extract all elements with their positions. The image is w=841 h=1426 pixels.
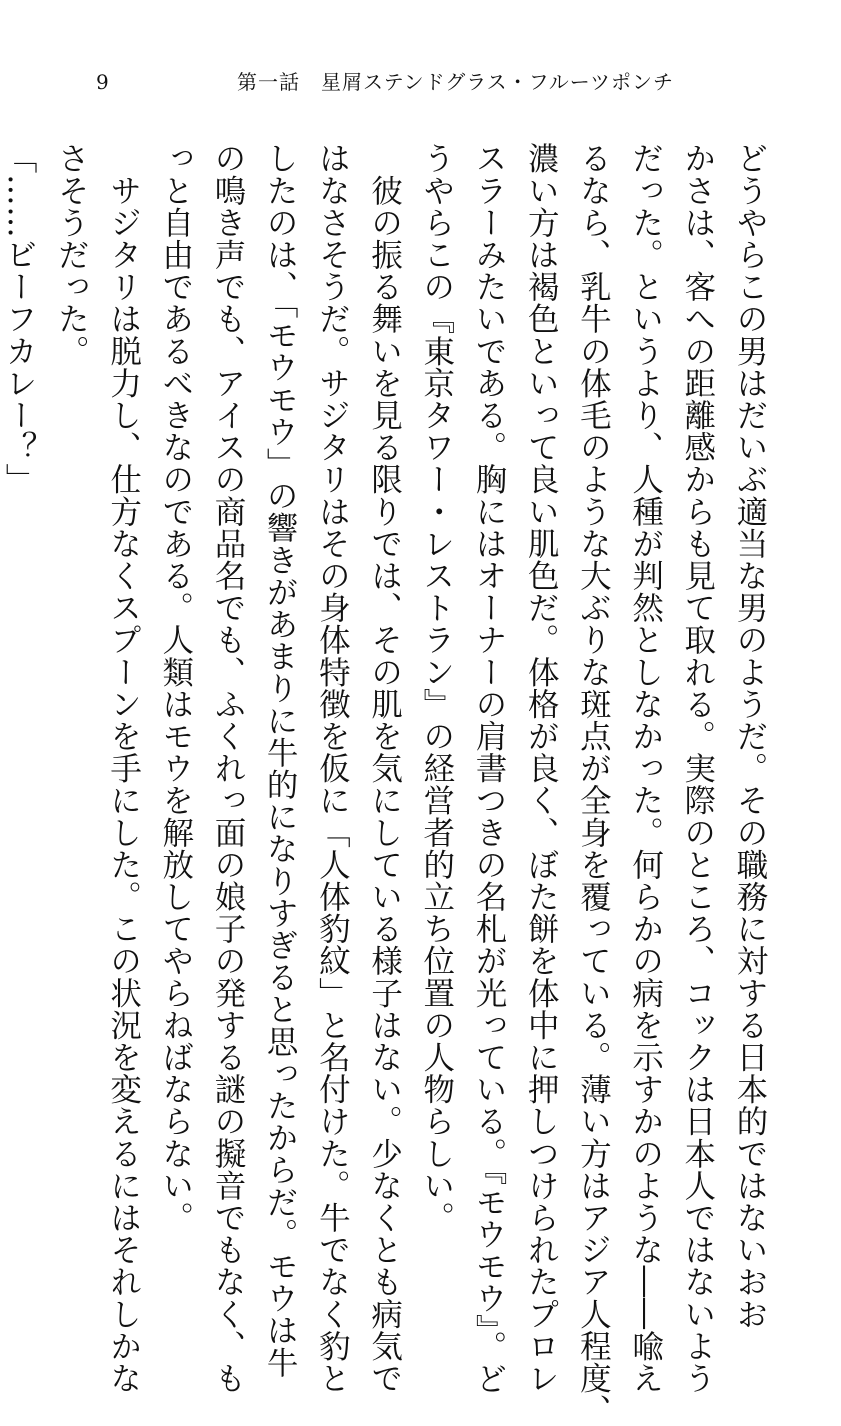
text-line: サジタリは脱力し、仕方なくスプーンを手にした。この状況を変えるにはそれしかな xyxy=(105,142,142,1394)
text-line: 彼の振る舞いを見る限りでは、その肌を気にしている様子はない。少なくとも病気で xyxy=(366,142,403,1394)
text-line: っと自由であるべきなのである。人類はモウを解放してやらねばならない。 xyxy=(157,142,194,1234)
text-line: 濃い方は褐色といって良い肌色だ。体格が良く、ぼた餅を体中に押しつけられたプロレ xyxy=(523,142,560,1394)
text-line: うやらこの『東京タワー・レストラン』の経営者的立ち位置の人物らしい。 xyxy=(418,142,455,1234)
text-line: 「……ビーフカレー？」 xyxy=(1,142,38,496)
text-line: したのは、「モウモウ」の響きがあまりに牛的になりすぎると思ったからだ。モウは牛 xyxy=(262,142,299,1379)
text-line: かさは、客への距離感からも見て取れる。実際のところ、コックは日本人ではないよう xyxy=(679,142,716,1394)
running-head: 第一話 星屑ステンドグラス・フルーツポンチ xyxy=(237,70,674,94)
body-text xyxy=(0,142,776,1426)
page-number: 9 xyxy=(96,70,109,94)
text-line: だった。というより、人種が判然としなかった。何らかの病を示すかのような――喩え xyxy=(627,142,664,1394)
text-line: どうやらこの男はだいぶ適当な男のようだ。その職務に対する日本的ではないおお xyxy=(732,142,768,1330)
text-line: さそうだった。 xyxy=(53,142,90,367)
text-line: るなら、乳牛の体毛のような大ぶりな斑点が全身を覆っている。薄い方はアジア人程度、 xyxy=(575,142,612,1426)
text-line: の鳴き声でも、アイスの商品名でも、ふくれっ面の娘子の発する謎の擬音でもなく、も xyxy=(209,142,246,1394)
text-line: スラーみたいである。胸にはオーナーの肩書つきの名札が光っている。『モウモウ』。ど xyxy=(470,142,507,1395)
text-line: はなさそうだ。サジタリはその身体特徴を仮に「人体豹紋」と名付けた。牛でなく豹と xyxy=(314,142,351,1394)
